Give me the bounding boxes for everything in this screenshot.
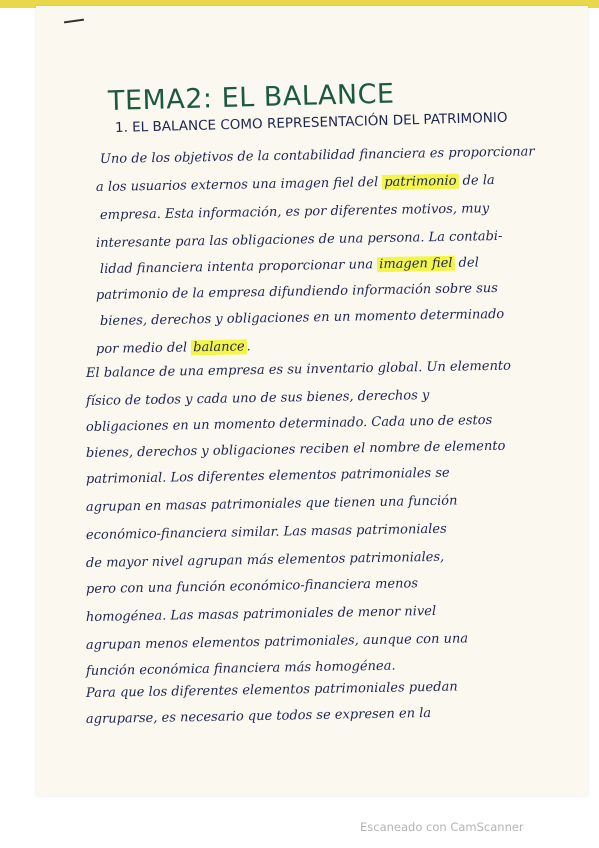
body-line: de mayor nivel agrupan más elementos patrimoniales, [85, 549, 445, 571]
body-line: Para que los diferentes elementos patrimoniales puedan [85, 679, 458, 701]
body-line: patrimonial. Los diferentes elementos patrimoniales se [85, 465, 450, 487]
body-line: patrimonio de la empresa difundiendo información sobre sus [95, 280, 499, 303]
line-text: de la [458, 173, 495, 189]
body-line: bienes, derechos y obligaciones reciben el nombre de elemento [85, 438, 506, 461]
line-text: del [454, 255, 479, 271]
body-line: bienes, derechos y obligaciones en un momento determinado [99, 306, 505, 329]
body-line: agruparse, es necesario que todos se expresen en la [85, 705, 432, 727]
body-line: función económica financiera más homogénea. [85, 658, 396, 679]
body-line: El balance de una empresa es su inventario global. Un elemento [85, 358, 512, 381]
line-text: a los usuarios externos una imagen fiel del [95, 175, 383, 195]
body-line [96, 339, 251, 357]
scanner-watermark: Escaneado con CamScanner [360, 820, 524, 834]
highlighted-term: patrimonio [384, 173, 457, 190]
line-text: lidad financiera intenta proporcionar una [99, 257, 378, 277]
body-line: empresa. Esta información, es por diferentes motivos, muy [99, 201, 490, 223]
body-line: económico-financiera similar. Las masas patrimoniales [85, 521, 447, 543]
section-heading: 1. EL BALANCE COMO REPRESENTACIÓN DEL PATRIMONIO [114, 109, 508, 136]
line-text: por medio del [95, 340, 192, 357]
body-line: interesante para las obligaciones de una persona. La contabi- [95, 228, 503, 251]
page-title: TEMA2: EL BALANCE [107, 78, 395, 117]
body-line: Uno de los objetivos de la contabilidad financiera es proporcionar [99, 144, 535, 167]
body-line: físico de todos y cada uno de sus bienes, derechos y [85, 388, 430, 409]
body-line: obligaciones en un momento determinado. Cada uno de estos [85, 412, 493, 435]
body-line: pero con una función económico-financiera menos [85, 576, 419, 597]
body-line: homogénea. Las masas patrimoniales de menor nivel [85, 603, 437, 625]
highlighted-term: imagen fiel [379, 255, 453, 273]
body-line: agrupan menos elementos patrimoniales, aunque con una [85, 631, 469, 653]
body-line: agrupan en masas patrimoniales que tienen una función [85, 493, 458, 515]
line-text: . [246, 339, 251, 355]
highlighted-term: balance [193, 339, 245, 356]
